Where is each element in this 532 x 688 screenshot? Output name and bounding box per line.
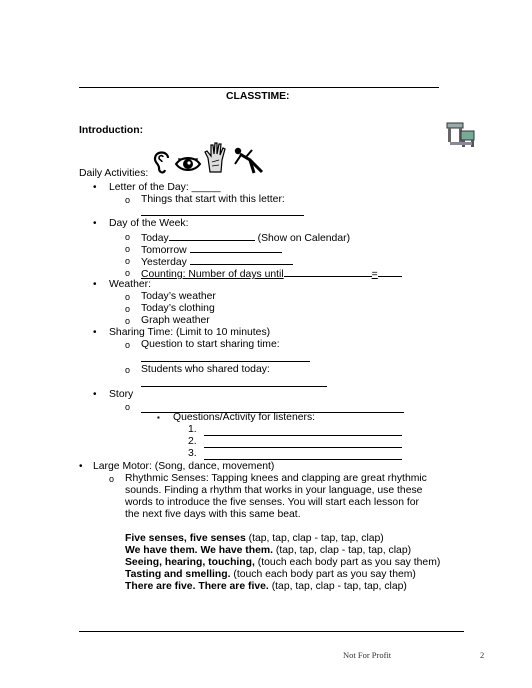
weather-item: Today’s clothing bbox=[141, 303, 215, 314]
chant-line bbox=[125, 545, 411, 557]
counting-equals: = bbox=[371, 269, 378, 280]
top-rule bbox=[79, 87, 439, 88]
bullet: • bbox=[93, 182, 97, 193]
story-questions: Questions/Activity for listeners: bbox=[173, 412, 316, 423]
today-note: (Show on Calendar) bbox=[257, 233, 351, 244]
bullet: • bbox=[93, 279, 97, 290]
sub-bullet: o bbox=[125, 316, 131, 326]
letter-of-day: Letter of the Day: _____ bbox=[109, 182, 221, 193]
chant-words: We have them. We have them. bbox=[125, 545, 274, 556]
sub-bullet: o bbox=[125, 195, 131, 205]
story-answer-line bbox=[204, 447, 402, 448]
story-num: 3. bbox=[188, 448, 197, 459]
chant-line bbox=[125, 557, 440, 569]
tomorrow-blank[interactable] bbox=[190, 243, 282, 253]
chant-action: (tap, tap, clap - tap, tap, clap) bbox=[273, 545, 412, 556]
today-blank[interactable] bbox=[169, 231, 255, 241]
classroom-desk-icon bbox=[445, 117, 477, 149]
yesterday-blank[interactable] bbox=[190, 255, 293, 265]
tomorrow-label: Tomorrow bbox=[141, 245, 187, 256]
chant-words: Seeing, hearing, touching, bbox=[125, 557, 255, 568]
page-title: CLASSTIME: bbox=[226, 91, 290, 102]
sharing-students-blank bbox=[141, 386, 327, 387]
letter-things-blank bbox=[141, 215, 304, 216]
story-answer-line bbox=[204, 459, 402, 460]
yesterday-label: Yesterday bbox=[141, 257, 187, 268]
story-answer-line bbox=[204, 435, 402, 436]
counting-result-blank[interactable] bbox=[378, 267, 402, 277]
weather-item: Today’s weather bbox=[141, 291, 216, 302]
chant-words: Tasting and smelling. bbox=[125, 569, 231, 580]
day-of-week-label: Day of the Week: bbox=[109, 218, 189, 229]
bottom-rule bbox=[79, 631, 464, 632]
rhythm-line: Rhythmic Senses: Tapping knees and clapping are great rhythmic bbox=[125, 473, 427, 484]
sub-bullet: o bbox=[125, 232, 131, 242]
story-num: 2. bbox=[188, 436, 197, 447]
chant-action: (touch each body part as you say them) bbox=[230, 569, 416, 580]
rhythm-line: the next five days with this same beat. bbox=[125, 509, 301, 520]
chant-action: (tap, tap, clap - tap, tap, clap) bbox=[268, 581, 407, 592]
chant-words: Five senses, five senses bbox=[125, 533, 246, 544]
chant-action: (tap, tap, clap - tap, tap, clap) bbox=[245, 533, 384, 544]
weather-item: Graph weather bbox=[141, 315, 210, 326]
sharing-students: Students who shared today: bbox=[141, 364, 270, 375]
page-number: 2 bbox=[480, 650, 485, 660]
rhythm-line: sounds. Finding a rhythm that works in your language, use these bbox=[125, 485, 423, 496]
eye-icon bbox=[174, 154, 202, 174]
person-stretching-icon bbox=[232, 146, 268, 176]
counting-row bbox=[141, 267, 402, 281]
letter-things: Things that start with this letter: bbox=[141, 194, 285, 205]
weather-label: Weather: bbox=[109, 279, 151, 290]
daily-activities-label: Daily Activities: bbox=[79, 168, 149, 179]
hand-icon bbox=[203, 140, 229, 174]
bullet: • bbox=[93, 327, 97, 338]
rhythm-line: words to introduce the five senses. You will start each lesson for bbox=[125, 497, 419, 508]
sharing-label: Sharing Time: (Limit to 10 minutes) bbox=[109, 327, 271, 338]
large-motor-label: Large Motor: (Song, dance, movement) bbox=[93, 461, 275, 472]
sub-bullet: o bbox=[125, 268, 131, 278]
chant-line bbox=[125, 581, 407, 593]
chant-line bbox=[125, 533, 384, 545]
sub-bullet: o bbox=[125, 402, 131, 412]
counting-label: Counting: Number of days until bbox=[141, 269, 284, 280]
chant-words: There are five. There are five. bbox=[125, 581, 269, 592]
story-label: Story bbox=[109, 389, 134, 400]
sub-bullet: o bbox=[125, 244, 131, 254]
footer-note: Not For Profit bbox=[343, 650, 392, 660]
sub-bullet: o bbox=[125, 256, 131, 266]
sub-bullet: o bbox=[125, 365, 131, 375]
square-bullet: ▪ bbox=[157, 413, 160, 422]
intro-heading: Introduction: bbox=[79, 125, 144, 136]
sub-bullet: o bbox=[125, 340, 131, 350]
bullet: • bbox=[79, 461, 83, 472]
bullet: • bbox=[93, 389, 97, 400]
sub-bullet: o bbox=[125, 292, 131, 302]
story-num: 1. bbox=[188, 424, 197, 435]
today-label: Today bbox=[141, 233, 169, 244]
sub-bullet: o bbox=[109, 474, 115, 484]
sharing-question: Question to start sharing time: bbox=[141, 339, 280, 350]
chant-action: (touch each body part as you say them) bbox=[254, 557, 441, 568]
counting-blank[interactable] bbox=[284, 267, 372, 277]
bullet: • bbox=[93, 218, 97, 229]
ear-icon bbox=[150, 148, 174, 176]
sub-bullet: o bbox=[125, 304, 131, 314]
sharing-question-blank bbox=[141, 361, 310, 362]
chant-line bbox=[125, 569, 416, 581]
